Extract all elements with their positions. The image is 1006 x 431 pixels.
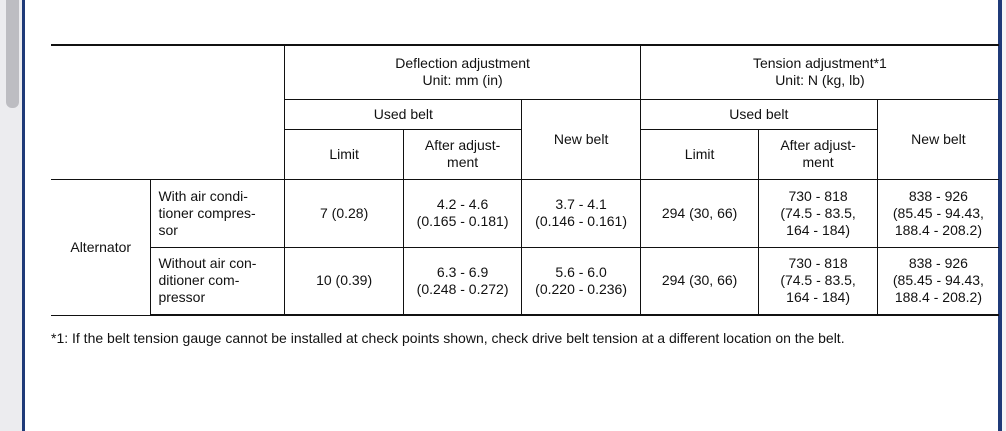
after-adjust-line-2: ment: [802, 154, 834, 170]
footnote: *1: If the belt tension gauge cannot be installed at check points shown, check drive belt tension at a different location on the belt.: [51, 330, 845, 346]
component-cell: Alternator: [51, 179, 151, 315]
deflection-new-value: 5.6 - 6.0 (0.220 - 0.236): [522, 247, 641, 315]
deflection-new-belt: New belt: [522, 99, 641, 179]
tension-new-value: 838 - 926 (85.45 - 94.43, 188.4 - 208.2): [877, 247, 999, 315]
after-adjust-line-1: After adjust-: [780, 137, 856, 153]
document-page: [22, 0, 1002, 431]
tension-limit-value: 294 (30, 66): [640, 179, 758, 247]
deflection-after-value: 4.2 - 4.6 (0.165 - 0.181): [403, 179, 521, 247]
deflection-unit: Unit: mm (in): [422, 72, 503, 89]
tension-unit: Unit: N (kg, lb): [775, 72, 865, 89]
deflection-after-value: 6.3 - 6.9 (0.248 - 0.272): [403, 247, 521, 315]
condition-cell: With air condi- tioner compres- sor: [151, 179, 285, 247]
condition-cell: Without air con- ditioner com- pressor: [151, 247, 285, 315]
tension-header-text: Tension adjustment*1: [752, 55, 887, 72]
deflection-new-value: 3.7 - 4.1 (0.146 - 0.161): [522, 179, 641, 247]
deflection-used-belt: Used belt: [285, 99, 522, 129]
deflection-limit-value: 7 (0.28): [285, 179, 403, 247]
deflection-limit-header: Limit: [285, 129, 403, 179]
scrollbar-thumb[interactable]: [6, 0, 19, 108]
deflection-limit-value: 10 (0.39): [285, 247, 403, 315]
belt-spec-table: [51, 44, 999, 316]
tension-after-value: 730 - 818 (74.5 - 83.5, 164 - 184): [759, 247, 877, 315]
tension-limit-header: Limit: [640, 129, 758, 179]
deflection-after-header: [403, 129, 521, 179]
after-adjust-line-2: ment: [447, 154, 479, 170]
after-adjust-line-1: After adjust-: [424, 137, 501, 153]
deflection-header-text: Deflection adjustment: [395, 55, 530, 72]
tension-after-header: [759, 129, 877, 179]
table-row: [51, 247, 999, 315]
deflection-header: [285, 45, 640, 99]
table-row: [51, 179, 999, 247]
empty-corner-cell: [51, 45, 285, 179]
tension-limit-value: 294 (30, 66): [640, 247, 758, 315]
tension-new-belt: New belt: [877, 99, 999, 179]
left-gutter: [0, 0, 22, 431]
tension-after-value: 730 - 818 (74.5 - 83.5, 164 - 184): [759, 179, 877, 247]
tension-new-value: 838 - 926 (85.45 - 94.43, 188.4 - 208.2): [877, 179, 999, 247]
tension-header: [640, 45, 999, 99]
tension-used-belt: Used belt: [640, 99, 877, 129]
